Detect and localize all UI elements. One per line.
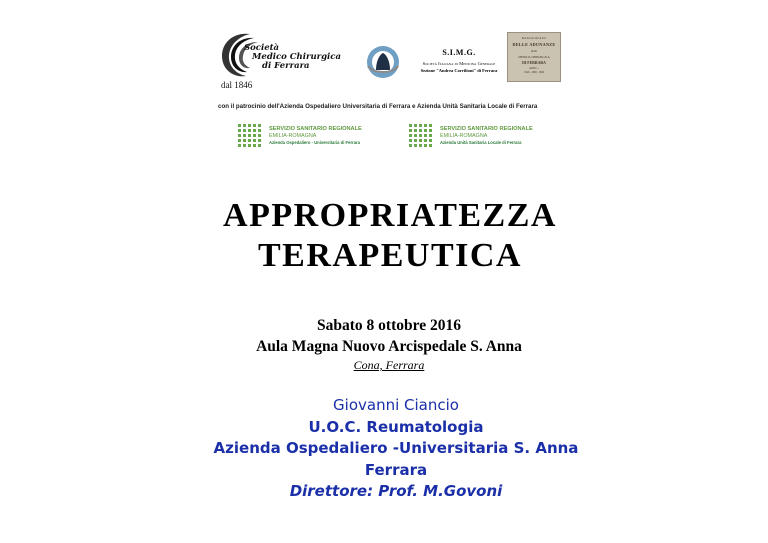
ssr-line1: SERVIZIO SANITARIO REGIONALE	[440, 126, 533, 132]
document-title	[0, 196, 768, 276]
event-location: Cona, Ferrara	[353, 358, 425, 372]
ssr-logo-ausl	[409, 122, 579, 152]
speaker-unit: U.O.C. Reumatologia	[308, 417, 484, 436]
title-line1: APPROPRIATEZZA	[223, 197, 557, 234]
simg-emblem-logo-icon	[364, 44, 402, 80]
smc-name-line1: Società	[244, 43, 280, 53]
print-line1: RAGGUAGLIO	[521, 36, 547, 40]
ssr-text-hospital	[269, 126, 362, 145]
ssr-line2: EMILIA-ROMAGNA	[440, 133, 488, 139]
print-line5: DI FERRARA	[522, 61, 546, 65]
smc-name-line2: Medico Chirurgica	[252, 52, 341, 62]
ssr-grid-logo-icon	[238, 124, 264, 148]
simg-text	[404, 48, 514, 73]
smc-since: dal 1846	[221, 80, 253, 90]
speaker-city: Ferrara	[364, 460, 428, 479]
print-line2: DELLE ADUNANZE	[512, 42, 556, 47]
ssr-line3: Azienda Ospedaliero - Universitaria di Ferrara	[269, 140, 360, 145]
event-info	[0, 316, 768, 372]
speaker-block	[0, 395, 768, 503]
speaker-hospital: Azienda Ospedaliero -Universitaria S. Anna	[213, 439, 579, 457]
ssr-grid-logo-icon	[409, 124, 435, 148]
title-line2: TERAPEUTICA	[258, 237, 522, 274]
event-date: Sabato 8 ottobre 2016	[317, 317, 461, 334]
simg-subtitle: Società Italiana di Medicina Generale	[422, 61, 496, 66]
print-line3: della	[531, 49, 537, 53]
ssr-line3: Azienda Unità Sanitaria Locale di Ferrara	[440, 140, 522, 145]
print-line7: 1846 - 1848 - 1849	[524, 71, 544, 74]
ssr-line1: SERVIZIO SANITARIO REGIONALE	[269, 126, 362, 132]
simg-title: S.I.M.G.	[442, 48, 476, 57]
ssr-logo-hospital	[238, 122, 408, 152]
smc-name-line3: di Ferrara	[262, 61, 310, 71]
smc-logo	[220, 30, 341, 92]
historic-print-logo	[507, 32, 561, 82]
print-line6: ANNO ...	[528, 67, 540, 70]
speaker-director: Direttore: Prof. M.Govoni	[289, 482, 503, 500]
print-line4: MEDICO-CHIRURGICA	[518, 55, 550, 59]
event-venue: Aula Magna Nuovo Arcispedale S. Anna	[256, 338, 522, 355]
ssr-text-ausl	[440, 126, 533, 145]
patronage-line: con il patrocinio dell'Azienda Ospedaliero Universitaria di Ferrara e Azienda Unità Sanitaria Locale di Ferrara	[218, 103, 538, 110]
simg-section: Sezione "Andrea Corrilioni" di Ferrara	[420, 68, 498, 73]
ssr-line2: EMILIA-ROMAGNA	[269, 133, 317, 139]
speaker-name: Giovanni Ciancio	[333, 396, 459, 414]
